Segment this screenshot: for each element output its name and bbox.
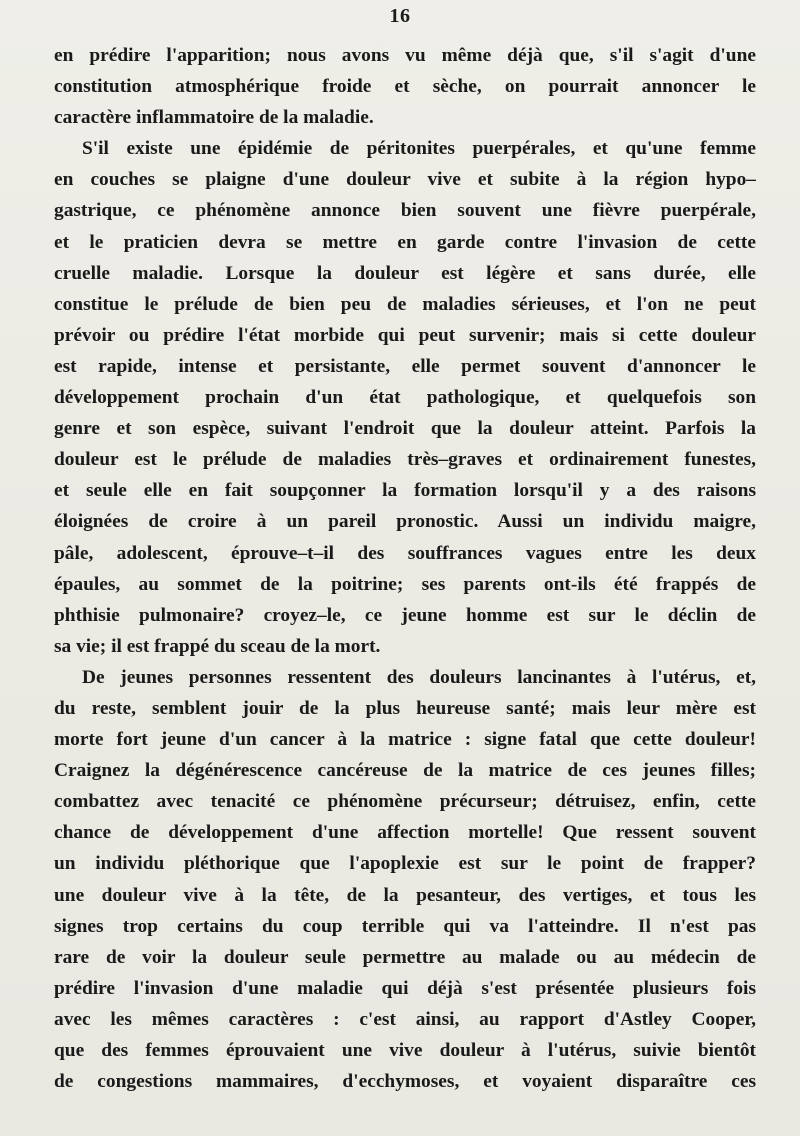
text-line: rare de voir la douleur seule permettre au malade ou au médecin de — [54, 946, 756, 968]
text-line: du reste, semblent jouir de la plus heureuse santé; mais leur mère est — [54, 697, 756, 719]
text-line: une douleur vive à la tête, de la pesanteur, des vertiges, et tous les — [54, 884, 756, 906]
text-line: que des femmes éprouvaient une vive douleur à l'utérus, suivie bientôt — [54, 1040, 756, 1061]
text-line: épaules, au sommet de la poitrine; ses parents ont-ils été frappés de — [54, 573, 756, 595]
text-line: phthisie pulmonaire? croyez–le, ce jeune homme est sur le déclin de — [54, 604, 756, 626]
text-line: cruelle maladie. Lorsque la douleur est légère et sans durée, elle — [54, 262, 756, 284]
text-line: caractère inflammatoire de la maladie. — [54, 107, 374, 129]
text-line: signes trop certains du coup terrible qui va l'atteindre. Il n'est pas — [54, 915, 756, 937]
text-line: développement prochain d'un état pathologique, et quelquefois son — [54, 387, 756, 409]
text-line: de congestions mammaires, d'ecchymoses, et voyaient disparaître ces — [54, 1071, 756, 1093]
text-line: est rapide, intense et persistante, elle permet souvent d'annoncer le — [54, 355, 756, 377]
text-line: morte fort jeune d'un cancer à la matrice : signe fatal que cette douleur! — [54, 729, 756, 751]
body-text — [54, 40, 756, 1097]
text-line: gastrique, ce phénomène annonce bien souvent une fièvre puerpérale, — [54, 200, 756, 222]
text-line: éloignées de croire à un pareil pronostic. Aussi un individu maigre, — [54, 511, 756, 533]
text-line: et seule elle en fait soupçonner la formation lorsqu'il y a des raisons — [54, 480, 756, 502]
text-line: sa vie; il est frappé du sceau de la mort. — [54, 635, 381, 657]
text-line: combattez avec tenacité ce phénomène précurseur; détruisez, enfin, cette — [54, 791, 756, 813]
text-line: constitue le prélude de bien peu de maladies sérieuses, et l'on ne peut — [54, 293, 756, 315]
text-line: en couches se plaigne d'une douleur vive et subite à la région hypo– — [54, 169, 756, 191]
text-line: De jeunes personnes ressentent des douleurs lancinantes à l'utérus, et, — [82, 666, 756, 688]
text-line: prédire l'invasion d'une maladie qui déjà s'est présentée plusieurs fois — [54, 977, 756, 999]
text-line: prévoir ou prédire l'état morbide qui peut survenir; mais si cette douleur — [54, 324, 756, 346]
text-line: pâle, adolescent, éprouve–t–il des souffrances vagues entre les deux — [54, 542, 756, 564]
text-line: chance de développement d'une affection mortelle! Que ressent souvent — [54, 822, 756, 844]
text-line: genre et son espèce, suivant l'endroit que la douleur atteint. Parfois la — [54, 418, 756, 440]
text-line: Craignez la dégénérescence cancéreuse de la matrice de ces jeunes filles; — [54, 760, 756, 782]
text-line: en prédire l'apparition; nous avons vu même déjà que, s'il s'agit d'une — [54, 45, 756, 66]
text-line: S'il existe une épidémie de péritonites puerpérales, et qu'une femme — [82, 138, 756, 160]
text-line: un individu pléthorique que l'apoplexie est sur le point de frapper? — [54, 853, 756, 875]
page-number: 16 — [389, 5, 411, 27]
text-line: avec les mêmes caractères : c'est ainsi, au rapport d'Astley Cooper, — [54, 1008, 756, 1030]
text-line: et le praticien devra se mettre en garde contre l'invasion de cette — [54, 231, 756, 253]
text-line: douleur est le prélude de maladies très–graves et ordinairement funestes, — [54, 449, 756, 471]
text-line: constitution atmosphérique froide et sèche, on pourrait annoncer le — [54, 76, 756, 98]
